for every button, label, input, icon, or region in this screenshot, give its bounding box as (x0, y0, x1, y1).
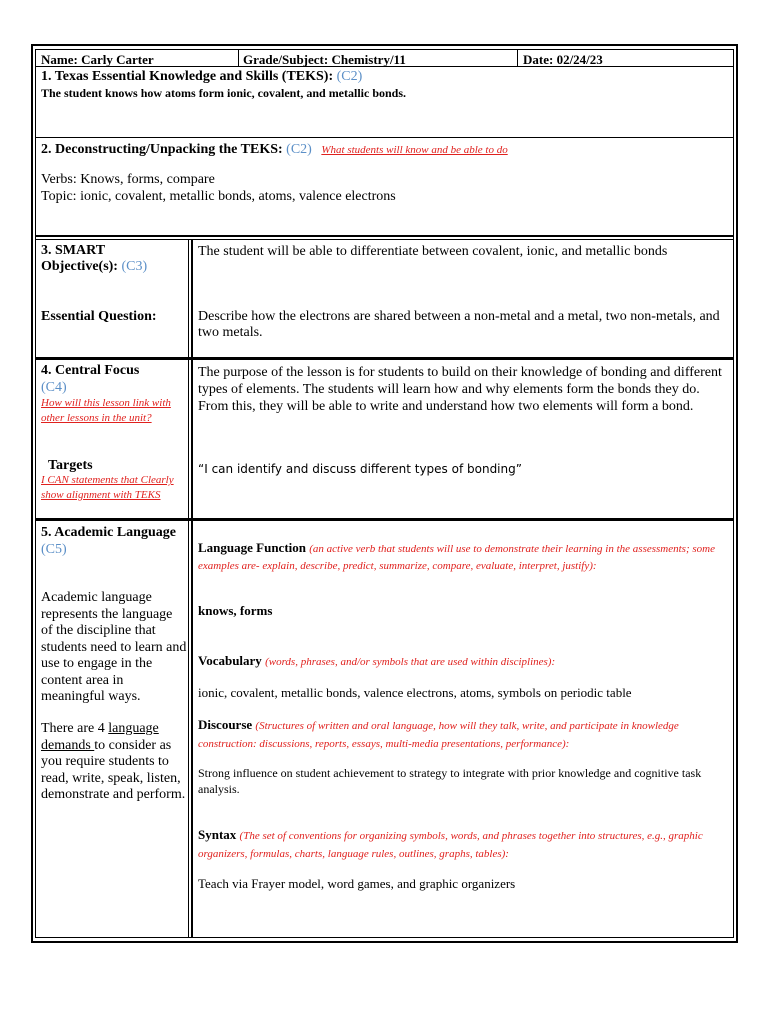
section-3-title-b: Objective(s): (41, 259, 122, 274)
border-right-inner (733, 49, 734, 938)
vocabulary-block (198, 652, 728, 670)
discourse-label: Discourse (198, 717, 256, 732)
syntax-note: (The set of conventions for organizing symbols, words, and phrases together into structures, e.g., graphic organizers, formulas, charts, language rules, outlines, graphs, tables): (198, 830, 703, 860)
section-2-code: (C2) (286, 142, 312, 157)
syntax-block (198, 826, 728, 862)
section-2-topic: Topic: ionic, covalent, metallic bonds, atoms, valence electrons (41, 189, 396, 204)
central-focus-text: The purpose of the lesson is for students to build on their knowledge of bonding and different types of elements. The students will learn how and why elements form the bonds they do. From this, they will be able to write and understand how two elements will form a bond. (198, 365, 722, 414)
sep-2-3a (35, 235, 734, 237)
section-3-title-a: 3. SMART (41, 243, 106, 258)
border-bottom-inner (35, 937, 734, 938)
header-divider-2 (517, 49, 518, 67)
academic-language-description: Academic language represents the language of the discipline that students need to learn and use to engage in the content area in meaningful ways. (41, 590, 187, 704)
vocabulary-note: (words, phrases, and/or symbols that are used within disciplines): (265, 656, 556, 668)
grade-subject: Grade/Subject: Chemistry/11 (243, 52, 406, 67)
language-function-block (198, 540, 728, 574)
border-right-outer (736, 44, 738, 943)
section-2-title: 2. Deconstructing/Unpacking the TEKS: (41, 142, 287, 157)
column-divider-a (188, 239, 189, 938)
targets-label: Targets (48, 458, 93, 473)
section-2-note: What students will know and be able to do (321, 144, 508, 156)
section-1-code: (C2) (336, 69, 363, 84)
essential-question-text: Describe how the electrons are shared between a non-metal and a metal, two non-metals, and two metals. (198, 309, 720, 340)
syntax-label: Syntax (198, 827, 240, 842)
section-1-title: 1. Texas Essential Knowledge and Skills (TEKS): (41, 69, 337, 84)
language-function-text: knows, forms (198, 603, 273, 618)
border-bottom-outer (31, 941, 738, 943)
essential-question-label: Essential Question: (41, 309, 157, 324)
border-left-inner (35, 49, 36, 938)
sep-1-2 (35, 137, 734, 138)
discourse-note: (Structures of written and oral language, how will they talk, write, and participate in knowledge construction: discussions, reports, essays, multi-media presentations, performance): (198, 720, 679, 750)
section-1-text: The student knows how atoms form ionic, covalent, and metallic bonds. (41, 86, 407, 100)
column-divider-b (191, 239, 193, 938)
section-4-code: (C4) (41, 380, 67, 395)
central-focus-note: How will this lesson link with other lessons in the unit? (41, 397, 171, 424)
section-3-code: (C3) (121, 259, 148, 274)
vocabulary-label: Vocabulary (198, 653, 266, 668)
section-5-code: (C5) (41, 542, 67, 557)
discourse-text: Strong influence on student achievement to strategy to integrate with prior knowledge and cognitive task analysis. (198, 766, 702, 796)
smart-objective: The student will be able to differentiate between covalent, ionic, and metallic bonds (198, 244, 668, 259)
section-2-verbs: Verbs: Knows, forms, compare (41, 172, 215, 187)
vocabulary-text: ionic, covalent, metallic bonds, valence electrons, atoms, symbols on periodic table (198, 685, 632, 700)
header-divider-1 (238, 49, 239, 67)
targets-text: “I can identify and discuss different types of bonding” (198, 462, 522, 476)
border-top-inner (35, 49, 734, 50)
border-left-outer (31, 44, 33, 943)
language-demands-note: There are 4 language demands to consider as you require students to read, write, speak, listen, demonstrate and perform. (41, 721, 186, 802)
discourse-block (198, 716, 728, 752)
section-5-title: 5. Academic Language (41, 525, 176, 540)
section-3-label (41, 243, 185, 275)
sep-4-5 (35, 518, 734, 521)
language-function-label: Language Function (198, 540, 310, 555)
syntax-text: Teach via Frayer model, word games, and graphic organizers (198, 876, 516, 891)
language-function-note: (an active verb that students will use to demonstrate their learning in the assessments; some examples are- explain, describe, predict, summarize, compare, evaluate, interpret, justify): (198, 543, 715, 572)
sep-3-4 (35, 357, 734, 360)
targets-note: I CAN statements that Clearly show alignment with TEKS (41, 474, 174, 501)
border-top-outer (31, 44, 738, 46)
section-2-heading (41, 142, 508, 158)
sep-2-3b (35, 239, 734, 240)
lesson-date: Date: 02/24/23 (523, 52, 603, 67)
section-4-title: 4. Central Focus (41, 363, 140, 378)
teacher-name: Name: Carly Carter (41, 52, 154, 67)
section-1-heading (41, 69, 362, 85)
